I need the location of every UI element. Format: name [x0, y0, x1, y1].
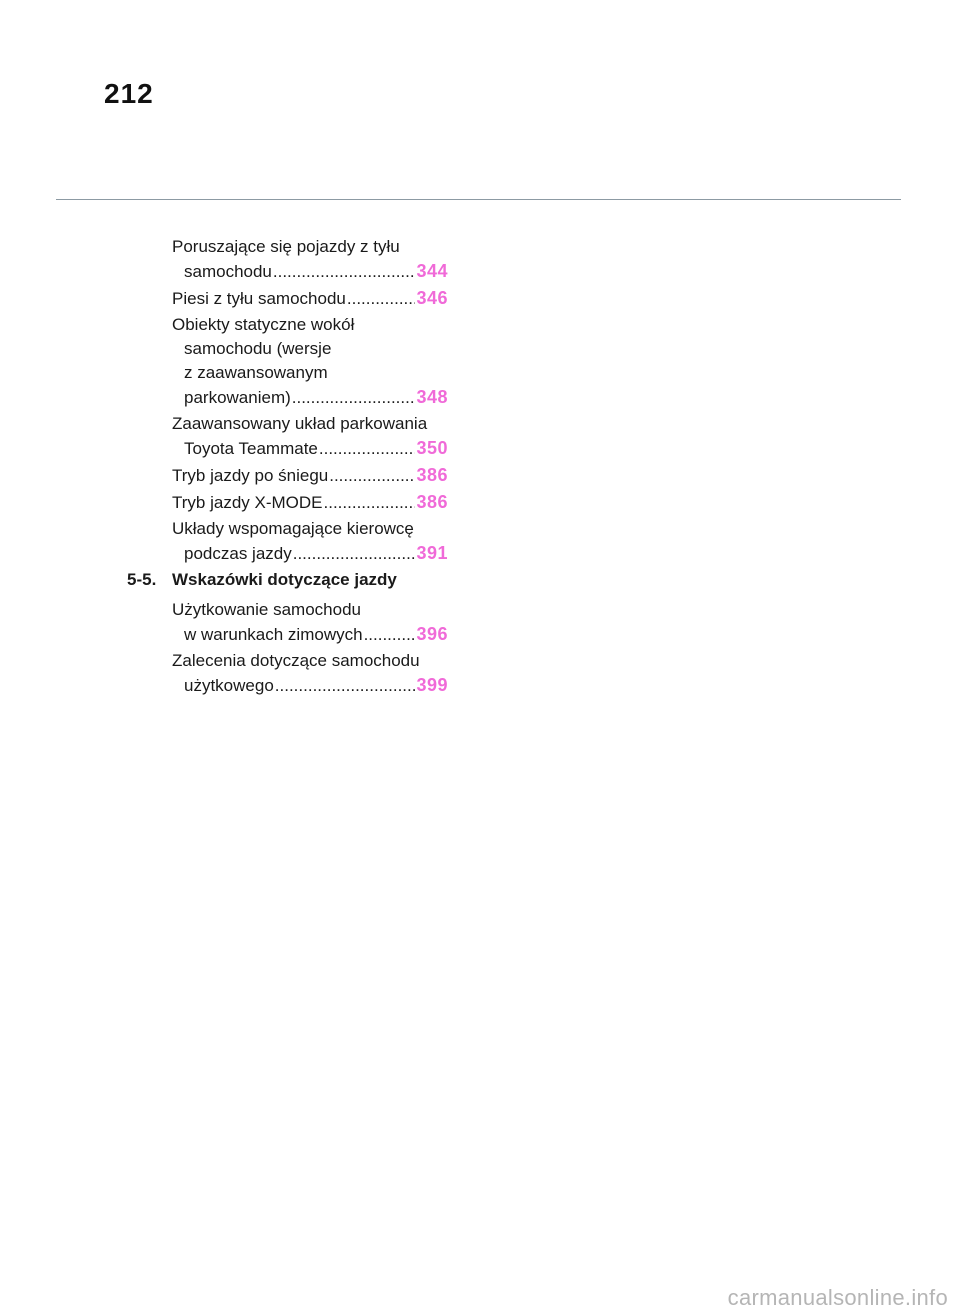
section-number: 5-5.	[127, 570, 157, 589]
toc-entry-last-line	[172, 673, 448, 698]
toc-entry-last-line	[172, 259, 448, 284]
dot-leader	[364, 623, 416, 647]
dot-leader	[275, 674, 416, 698]
toc-entry-title: podczas jazdy	[184, 544, 292, 563]
section-title: Wskazówki dotyczące jazdy	[172, 570, 397, 589]
toc-entry-text-line: Zaawansowany układ parkowania	[172, 414, 428, 433]
dot-leader	[293, 542, 416, 566]
toc-entry[interactable]	[172, 649, 448, 698]
toc-entry[interactable]	[172, 235, 448, 284]
page-reference-link[interactable]: 348	[416, 387, 448, 407]
dot-leader	[324, 491, 416, 515]
toc-entry-title: w warunkach zimowych	[184, 625, 363, 644]
toc-entry-last-line	[172, 490, 448, 515]
toc-entry-last-line	[172, 436, 448, 461]
toc-entry[interactable]	[172, 517, 448, 566]
toc-entry-last-line	[172, 463, 448, 488]
toc-entry[interactable]	[172, 490, 448, 515]
toc-entry-title: Piesi z tyłu samochodu	[172, 289, 346, 308]
toc-entry-title: Toyota Teammate	[184, 439, 318, 458]
toc-entry-text-line: Użytkowanie samochodu	[172, 600, 361, 619]
page-reference-link[interactable]: 399	[416, 675, 448, 695]
toc-entry[interactable]	[172, 598, 448, 647]
dot-leader	[319, 437, 416, 461]
toc-entry-last-line	[172, 286, 448, 311]
dot-leader	[347, 287, 416, 311]
toc-entry[interactable]	[172, 286, 448, 311]
toc-entry-last-line	[172, 622, 448, 647]
page-reference-link[interactable]: 391	[416, 543, 448, 563]
page-reference-link[interactable]: 386	[416, 465, 448, 485]
page-reference-link[interactable]: 396	[416, 624, 448, 644]
toc-entries-group-a	[172, 235, 448, 566]
toc-entry-title: użytkowego	[184, 676, 274, 695]
toc-section-heading	[127, 568, 448, 592]
dot-leader	[292, 386, 416, 410]
toc-entry[interactable]	[172, 463, 448, 488]
toc-entry[interactable]	[172, 313, 448, 410]
page-number: 212	[104, 78, 154, 109]
toc-entry-title: Tryb jazdy X-MODE	[172, 493, 323, 512]
toc-entry-text-line: Obiekty statyczne wokół	[172, 315, 355, 334]
watermark: carmanualsonline.info	[727, 1285, 948, 1310]
dot-leader	[329, 464, 415, 488]
toc-entry-title: samochodu	[184, 262, 272, 281]
table-of-contents	[127, 235, 448, 700]
dot-leader	[273, 260, 416, 284]
toc-entry-last-line	[172, 541, 448, 566]
toc-entry-title: Tryb jazdy po śniegu	[172, 466, 329, 485]
toc-entry-text-line: Układy wspomagające kierowcę	[172, 519, 414, 538]
toc-entry-last-line	[172, 385, 448, 410]
page-reference-link[interactable]: 386	[416, 492, 448, 512]
toc-entry[interactable]	[172, 412, 448, 461]
page-reference-link[interactable]: 350	[416, 438, 448, 458]
toc-entry-text-line: Zalecenia dotyczące samochodu	[172, 651, 420, 670]
page-reference-link[interactable]: 344	[416, 261, 448, 281]
toc-entries-group-b	[172, 598, 448, 698]
header-divider	[56, 199, 901, 200]
toc-entry-text-line: samochodu (wersje	[184, 339, 332, 358]
toc-entry-text-line: Poruszające się pojazdy z tyłu	[172, 237, 400, 256]
page-reference-link[interactable]: 346	[416, 288, 448, 308]
toc-entry-text-line: z zaawansowanym	[184, 363, 328, 382]
toc-entry-title: parkowaniem)	[184, 388, 291, 407]
